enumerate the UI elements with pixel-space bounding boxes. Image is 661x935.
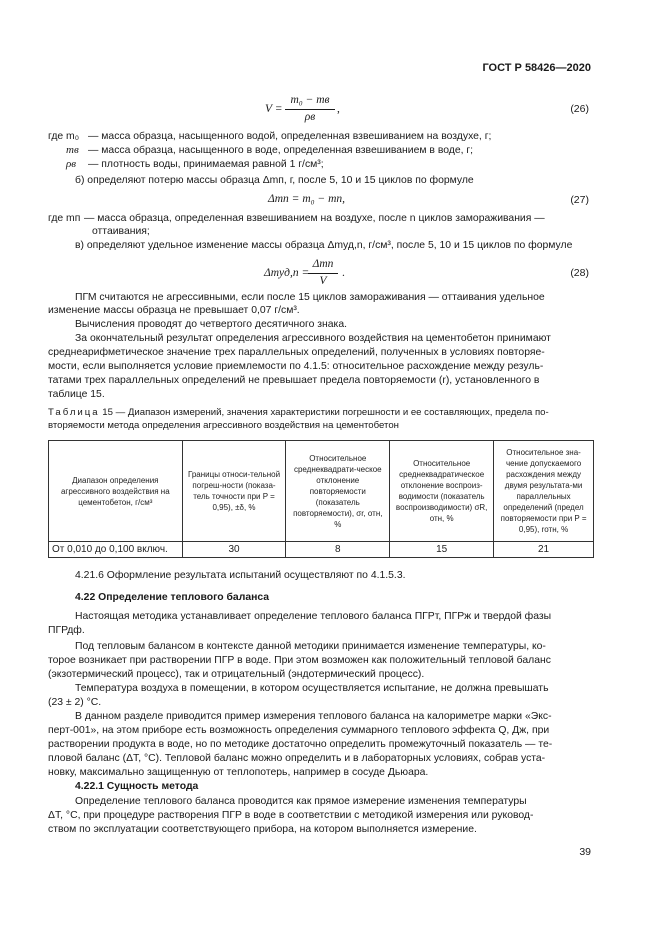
def-symbol-mv: mв [66, 144, 79, 156]
paragraph-422-2-line1: Под тепловым балансом в контексте данной методики принимается изменение температуры, ко- [75, 641, 546, 652]
paragraph-b: б) определяют потерю массы образца Δmп, г, после 5, 10 и 15 циклов по формуле [75, 175, 474, 186]
paragraph-422-2-line3: (экзотермический процесс), так и отрицательный (эндотермический процесс). [48, 669, 425, 680]
table-header-reproducibility: Относительное среднеквадратическое отклонение воспроиз-водимости (показатель воспроизводимости) σR, отн, % [390, 441, 494, 542]
paragraph-422-3-line1: Температура воздуха в помещении, в котором осуществляется испытание, не должна превышать [75, 683, 549, 694]
formula-28-numerator: Δmп [308, 258, 338, 274]
def-symbol-m0: где m₀ [48, 131, 80, 142]
table-caption-line2: вторяемости метода определения агрессивного воздействия на цементобетон [48, 420, 399, 431]
paragraph-final-line1: За окончательный результат определения агрессивного воздействия на цементобетон принимают [75, 333, 551, 344]
def-symbol-mn: где mп [48, 213, 81, 224]
def-text-mv: — масса образца, насыщенного в воде, определенная взвешиванием в воде, г; [88, 145, 474, 156]
table-header-row [49, 441, 594, 542]
paragraph-final-line5: таблице 15. [48, 389, 105, 400]
formula-26-numerator: m₀ − mв [285, 94, 335, 110]
page-number: 39 [579, 846, 591, 858]
table-15 [48, 440, 594, 558]
paragraph-422-2-line2: торое возникает при растворении ПГР в воде. При этом возможен как положительный тепловой баланс [48, 655, 551, 666]
paragraph-422-4-line3: растворении продукта в воде, но по методике достаточно определить промежуточный показатель — те- [48, 739, 553, 750]
paragraph-4221-line1: Определение теплового баланса проводится как прямое измерение изменения температуры [75, 796, 527, 807]
table-cell-range: От 0,010 до 0,100 включ. [49, 542, 183, 558]
formula-26 [0, 94, 661, 130]
table-header-accuracy: Границы относи-тельной погреш-ности (показа-тель точности при P = 0,95), ±δ, % [182, 441, 286, 542]
table-cell-repeatability: 8 [286, 542, 390, 558]
paragraph-final-line4: татами трех параллельных определений не превышает предела повторяемости (r), установленного в [48, 375, 540, 386]
def-text-m0: — масса образца, насыщенного водой, определенная взвешиванием на воздухе, г; [88, 131, 492, 142]
formula-26-fraction [285, 94, 335, 124]
table-caption [48, 406, 594, 419]
paragraph-422-4-line4: пловой баланс (ΔT, °С). Тепловой баланс можно определить и в лабораторных условиях, собрав уста- [48, 753, 546, 764]
formula-28-end: . [342, 267, 345, 279]
table-header-limit: Относительное зна-чение допускаемого расхождения между двумя результата-ми параллельных определений (предел повторяемости при P = 0,95), rотн, % [494, 441, 594, 542]
table-cell-accuracy: 30 [182, 542, 286, 558]
paragraph-v: в) определяют удельное изменение массы образца Δmуд,n, г/см³, после 5, 10 и 15 циклов по формуле [75, 240, 573, 251]
paragraph-4221-line3: ством по эксплуатации соответствующего прибора, на котором выполняется измерение. [48, 824, 477, 835]
paragraph-4221-line2: ΔT, °С, при процедуре растворения ПГР в воде в соответствии с методикой измерения или руковод- [48, 810, 534, 821]
paragraph-422-1-line1: Настоящая методика устанавливает определение теплового баланса ПГРт, ПГРж и твердой фазы [75, 611, 552, 622]
def-text-mn-line1: — масса образца, определенная взвешиванием на воздухе, после n циклов замораживания — [84, 213, 545, 224]
paragraph-calc: Вычисления проводят до четвертого десятичного знака. [75, 319, 348, 330]
formula-28 [0, 258, 661, 294]
formula-28-fraction [308, 258, 338, 288]
paragraph-final-line3: мости, если выполняется условие приемлемости по 4.1.5: относительное расхождение между резуль- [48, 361, 544, 372]
section-4-22-1-heading: 4.22.1 Сущность метода [75, 781, 199, 792]
paragraph-422-4-line2: перт-001», на этом приборе есть возможность определения суммарного теплового эффекта Q, Дж, при [48, 725, 550, 736]
equation-number-27: (27) [570, 194, 589, 206]
paragraph-4216: 4.21.6 Оформление результата испытаний осуществляют по 4.1.5.3. [75, 570, 406, 581]
def-text-rho: — плотность воды, принимаемая равной 1 г/см³; [88, 159, 324, 170]
table-caption-line1: 15 — Диапазон измерений, значения характеристики погрешности и ее составляющих, предела по- [102, 407, 549, 418]
formula-28-denominator: V [319, 274, 327, 287]
table-cell-reproducibility: 15 [390, 542, 494, 558]
standard-number: ГОСТ Р 58426—2020 [482, 62, 591, 74]
def-symbol-rho: ρв [66, 158, 77, 170]
paragraph-final-line2: среднеарифметическое значение трех параллельных определений, полученных в условиях повторяе- [48, 347, 545, 358]
table-header-repeatability: Относительное среднеквадрати-ческое отклонение повторяемости (показатель повторяемости), σr, отн, % [286, 441, 390, 542]
paragraph-pgm-line2: изменение массы образца не превышает 0,07 г/см³. [48, 305, 300, 316]
paragraph-422-3-line2: (23 ± 2) °С. [48, 697, 102, 708]
section-4-22-heading: 4.22 Определение теплового баланса [75, 592, 270, 603]
paragraph-pgm-line1: ПГМ считаются не агрессивными, если после 15 циклов замораживания — оттаивания удельное [75, 292, 545, 303]
def-text-mn-line2: оттаивания; [92, 226, 150, 237]
paragraph-422-4-line1: В данном разделе приводится пример измерения теплового баланса на калориметре марки «Экс- [75, 711, 552, 722]
table-caption-label: Таблица [48, 407, 100, 418]
equation-number-28: (28) [570, 267, 589, 279]
formula-26-lhs: V = [265, 103, 283, 115]
paragraph-422-1-line2: ПГРдф. [48, 625, 85, 636]
formula-26-end: , [337, 103, 340, 115]
table-header-range: Диапазон определения агрессивного воздействия на цементобетон, г/см³ [49, 441, 183, 542]
equation-number-26: (26) [570, 103, 589, 115]
formula-26-denominator: ρв [304, 110, 316, 123]
table-cell-limit: 21 [494, 542, 594, 558]
paragraph-422-4-line5: новку, максимально защищенную от теплопотерь, например в сосуде Дьюара. [48, 767, 429, 778]
formula-28-lhs: Δmуд,n = [264, 267, 310, 279]
formula-27: Δmп = m₀ − mп, [268, 193, 346, 205]
table-row [49, 542, 594, 558]
